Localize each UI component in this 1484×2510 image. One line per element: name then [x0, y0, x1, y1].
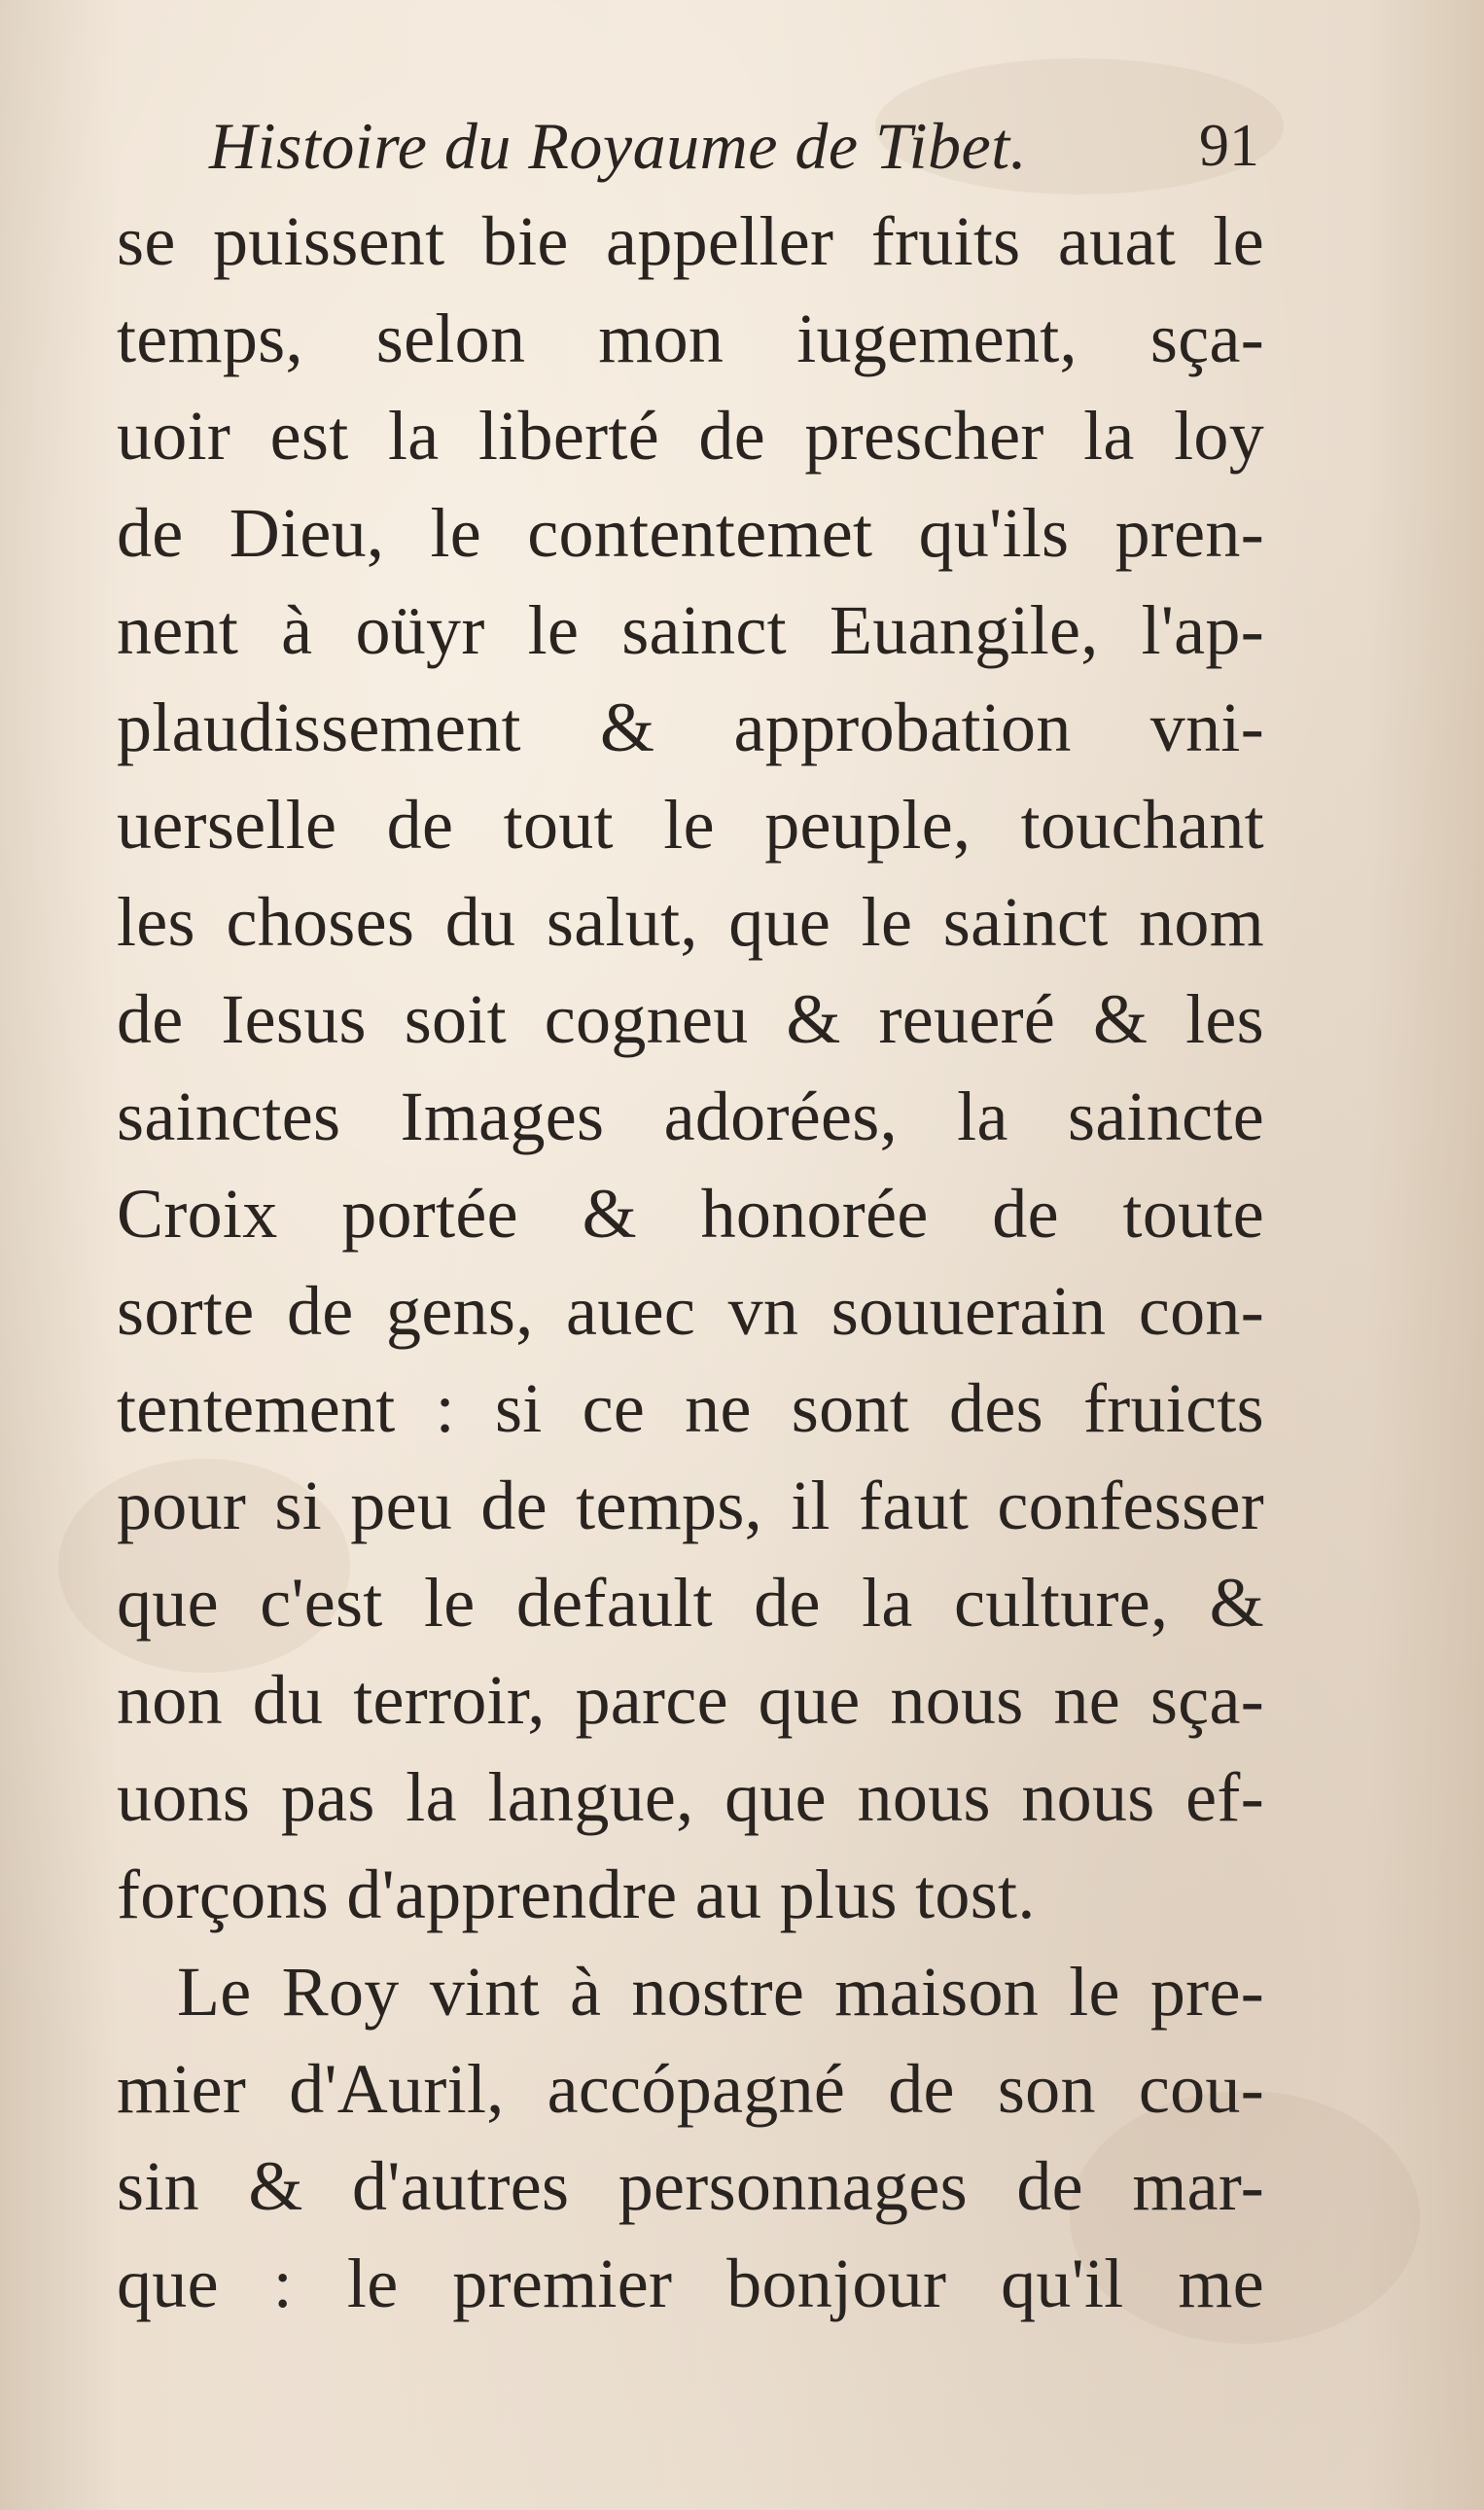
text-line: uerselle de tout le peuple, touchant	[117, 786, 1264, 864]
text-line: pour si peu de temps, il faut confesser	[117, 1467, 1264, 1544]
body-text	[117, 193, 1264, 2332]
text-line: temps, selon mon iugement, sça-	[117, 300, 1264, 377]
text-line: Croix portée & honorée de toute	[117, 1175, 1264, 1253]
text-line: de Dieu, le contentemet qu'ils pren-	[117, 494, 1264, 572]
text-line: uons pas la langue, que nous nous ef-	[117, 1758, 1264, 1836]
running-title: Histoire du Royaume de Tibet.	[209, 109, 1028, 183]
text-line: forçons d'apprendre au plus tost.	[117, 1856, 1036, 1933]
text-line: sin & d'autres personnages de mar-	[117, 2147, 1264, 2225]
page-number: 91	[1199, 113, 1259, 179]
text-line: se puissent bie appeller fruits auat le	[117, 202, 1264, 280]
text-line: de Iesus soit cogneu & reueré & les	[117, 980, 1264, 1058]
text-line: uoir est la liberté de prescher la loy	[117, 397, 1264, 475]
text-line: mier d'Auril, accópagné de son cou-	[117, 2050, 1264, 2128]
text-line: non du terroir, parce que nous ne sça-	[117, 1661, 1264, 1739]
text-line: plaudissement & approbation vni-	[117, 689, 1264, 766]
paragraph-start-line: Le Roy vint à nostre maison le pre-	[177, 1953, 1264, 2031]
text-line: que c'est le default de la culture, &	[117, 1564, 1264, 1642]
text-line: les choses du salut, que le sainct nom	[117, 883, 1264, 961]
page-header	[209, 102, 1259, 190]
text-line: tentement : si ce ne sont des fruicts	[117, 1369, 1264, 1447]
text-line: sainctes Images adorées, la saincte	[117, 1078, 1264, 1155]
text-line: que : le premier bonjour qu'il me	[117, 2245, 1264, 2322]
text-line: nent à oüyr le sainct Euangile, l'ap-	[117, 591, 1264, 669]
text-line: sorte de gens, auec vn souuerain con-	[117, 1272, 1264, 1350]
